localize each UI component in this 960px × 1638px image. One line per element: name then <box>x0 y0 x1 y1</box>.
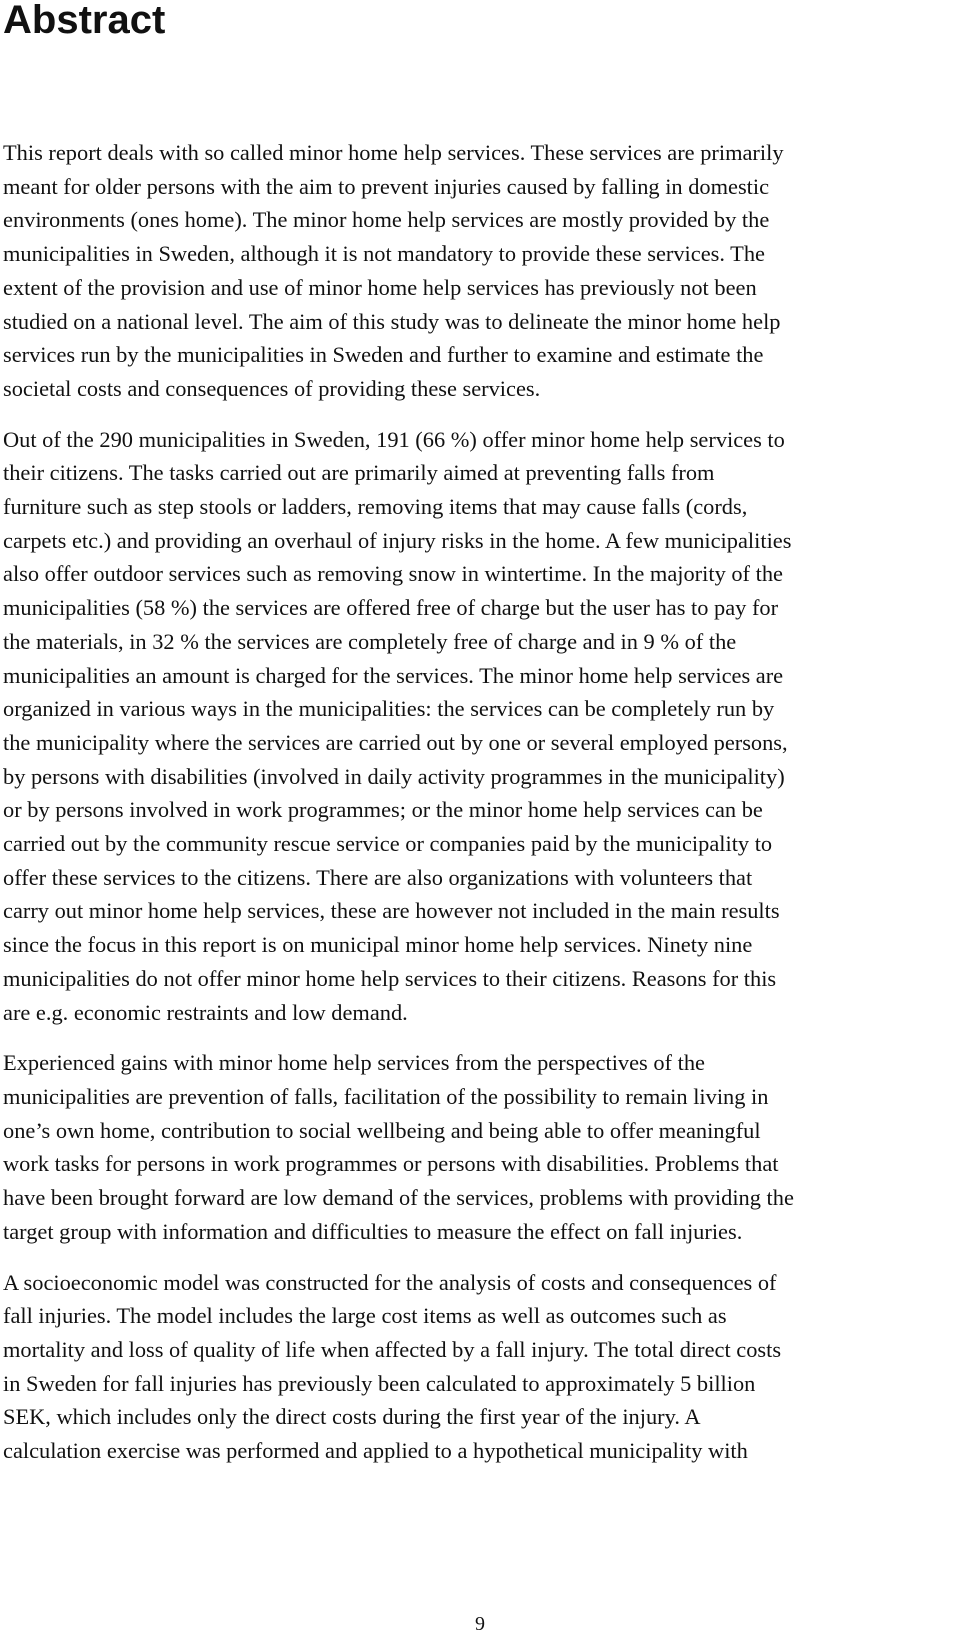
page-title: Abstract <box>3 0 166 42</box>
paragraph-3: Experienced gains with minor home help services from the perspectives of the municipalities are prevention of falls, facilitation of the possibility to remain living in one’s own home, contribution to social wellbeing and being able to offer meaningful work tasks for persons in work programmes or persons with disabilities. Problems that have been brought forward are low demand of the services, problems with providing the target group with information and difficulties to measure the effect on fall injuries. <box>3 1050 794 1244</box>
page-number: 9 <box>475 1613 485 1635</box>
paragraph-2: Out of the 290 municipalities in Sweden, 191 (66 %) offer minor home help services to their citizens. The tasks carried out are primarily aimed at preventing falls from furniture such as step stools or ladders, removing items that may cause falls (cords, carpets etc.) and providing an overhaul of injury risks in the home. A few municipalities also offer outdoor services such as removing snow in wintertime. In the majority of the municipalities (58 %) the services are offered free of charge but the user has to pay for the materials, in 32 % the services are completely free of charge and in 9 % of the municipalities an amount is charged for the services. The minor home help services are organized in various ways in the municipalities: the services can be completely run by the municipality where the services are carried out by one or several employed persons, by persons with disabilities (involved in daily activity programmes in the municipality) or by persons involved in work programmes; or the minor home help services can be carried out by the community rescue service or companies paid by the municipality to offer these services to the citizens. There are also organizations with volunteers that carry out minor home help services, these are however not included in the main results since the focus in this report is on municipal minor home help services. Ninety nine municipalities do not offer minor home help services to their citizens. Reasons for this are e.g. economic restraints and low demand. <box>3 426 792 1025</box>
abstract-body <box>3 136 953 1485</box>
paragraph-1: This report deals with so called minor home help services. These services are primarily meant for older persons with the aim to prevent injuries caused by falling in domestic environments (ones home). The minor home help services are mostly provided by the municipalities in Sweden, although it is not mandatory to provide these services. The extent of the provision and use of minor home help services has previously not been studied on a national level. The aim of this study was to delineate the minor home help services run by the municipalities in Sweden and further to examine and estimate the societal costs and consequences of providing these services. <box>3 140 784 401</box>
paragraph-4: A socioeconomic model was constructed for the analysis of costs and consequences of fall injuries. The model includes the large cost items as well as outcomes such as mortality and loss of quality of life when affected by a fall injury. The total direct costs in Sweden for fall injuries has previously been calculated to approximately 5 billion SEK, which includes only the direct costs during the first year of the injury. A calculation exercise was performed and applied to a hypothetical municipality with <box>3 1269 782 1464</box>
